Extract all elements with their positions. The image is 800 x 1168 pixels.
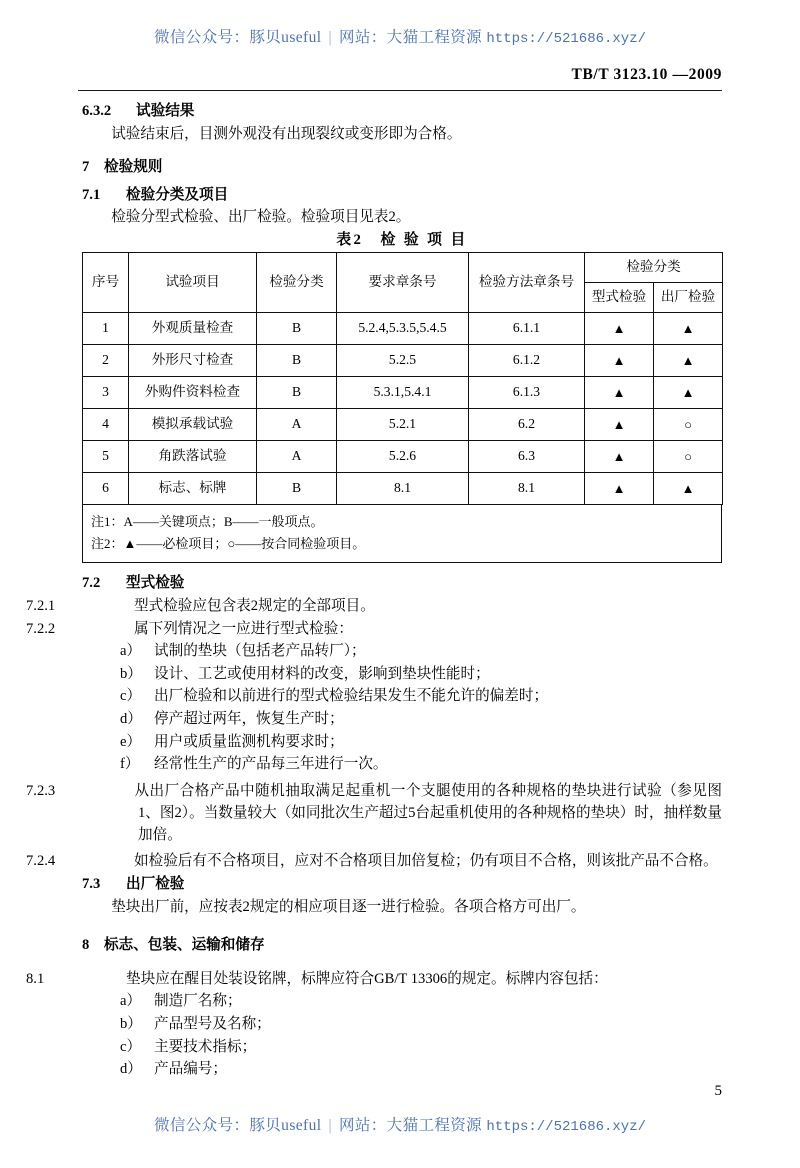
heading-6-3-2-number: 6.3.2 xyxy=(82,103,112,119)
th-classification: 检验分类 xyxy=(257,252,337,312)
table-row xyxy=(83,472,723,504)
paragraph-7-2-3 xyxy=(26,780,722,847)
list-item-marker: e） xyxy=(120,733,142,750)
cell-type-test: ▲ xyxy=(585,376,654,408)
list-item-text: 经常性生产的产品每三年进行一次。 xyxy=(154,756,388,773)
cell-method: 6.1.2 xyxy=(469,344,585,376)
paragraph-7-3-body: 垫块出厂前，应按表2规定的相应项目逐一进行检验。各项合格方可出厂。 xyxy=(111,898,586,915)
list-item-text: 主要技术指标； xyxy=(154,1038,257,1055)
heading-7-2 xyxy=(82,576,722,591)
cell-factory-test: ○ xyxy=(654,440,723,472)
cell-item: 角跌落试验 xyxy=(129,440,257,472)
paragraph-7-2-4 xyxy=(26,853,722,870)
list-item xyxy=(82,735,722,750)
th-factory-test: 出厂检验 xyxy=(654,282,723,312)
heading-7-3-number: 7.3 xyxy=(82,875,101,892)
list-item-text: 出厂检验和以前进行的型式检验结果发生不能允许的偏差时； xyxy=(154,688,549,705)
cell-method: 6.1.1 xyxy=(469,312,585,344)
list-item-marker: d） xyxy=(120,711,142,728)
list-item-text: 制造厂名称； xyxy=(154,993,242,1010)
cell-classification: B xyxy=(257,472,337,504)
watermark-url: https://521686.xyz/ xyxy=(486,1119,647,1135)
heading-6-3-2-title: 试验结果 xyxy=(136,103,195,119)
paragraph-7-2-1-number: 7.2.1 xyxy=(26,598,56,615)
cell-method: 6.1.3 xyxy=(469,376,585,408)
cell-factory-test: ▲ xyxy=(654,312,723,344)
table-notes xyxy=(82,505,722,564)
inspection-items-table xyxy=(82,252,723,505)
paragraph-7-2-4-number: 7.2.4 xyxy=(26,853,56,870)
table-body xyxy=(83,312,723,504)
watermark-bottom xyxy=(0,1113,800,1135)
list-item-marker: d） xyxy=(120,1061,142,1078)
table-note-2: 注2：▲——必检项目；○——按合同检验项目。 xyxy=(91,536,366,552)
list-item-text: 设计、工艺或使用材料的改变，影响到垫块性能时； xyxy=(154,665,490,682)
cell-requirement: 5.2.5 xyxy=(337,344,469,376)
cell-requirement: 5.3.1,5.4.1 xyxy=(337,376,469,408)
list-item xyxy=(82,644,722,659)
cell-no: 2 xyxy=(83,344,129,376)
heading-7-1 xyxy=(82,188,722,203)
list-item xyxy=(82,667,722,682)
cell-requirement: 8.1 xyxy=(337,472,469,504)
spacer xyxy=(82,141,722,160)
cell-item: 外购件资料检查 xyxy=(129,376,257,408)
cell-type-test: ▲ xyxy=(585,472,654,504)
heading-6-3-2 xyxy=(82,104,722,119)
table-head xyxy=(83,252,723,312)
heading-7-1-title: 检验分类及项目 xyxy=(126,186,229,203)
cell-classification: B xyxy=(257,344,337,376)
list-item xyxy=(82,712,722,727)
running-head-standard-number: TB/T 3123.10 —2009 xyxy=(571,66,722,83)
heading-7-title: 检验规则 xyxy=(104,159,163,176)
paragraph-7-2-2 xyxy=(26,620,722,637)
watermark-url: https://521686.xyz/ xyxy=(486,31,647,47)
list-item xyxy=(82,1017,722,1032)
watermark-separator: | xyxy=(328,1117,332,1134)
watermark-separator: | xyxy=(328,29,332,46)
cell-method: 6.3 xyxy=(469,440,585,472)
cell-factory-test: ▲ xyxy=(654,344,723,376)
cell-item: 标志、标牌 xyxy=(129,472,257,504)
list-item-marker: b） xyxy=(120,1015,142,1032)
heading-7-2-number: 7.2 xyxy=(82,575,101,592)
heading-7 xyxy=(82,160,722,175)
cell-item: 外形尺寸检查 xyxy=(129,344,257,376)
cell-type-test: ▲ xyxy=(585,312,654,344)
list-item-marker: c） xyxy=(120,688,142,705)
paragraph-8-1-body: 垫块应在醒目处装设铭牌，标牌应符合GB/T 13306的规定。标牌内容包括： xyxy=(126,970,608,987)
list-item xyxy=(82,1062,722,1077)
spacer xyxy=(82,914,722,938)
table-row xyxy=(83,440,723,472)
list-item-text: 产品型号及名称； xyxy=(154,1015,271,1032)
table-row xyxy=(83,408,723,440)
paragraph-8-1 xyxy=(26,970,722,987)
paragraph-7-2-3-number: 7.2.3 xyxy=(26,782,56,799)
table-row xyxy=(83,312,723,344)
cell-classification: A xyxy=(257,440,337,472)
page-number: 5 xyxy=(714,1083,722,1099)
cell-factory-test: ○ xyxy=(654,408,723,440)
table-2-title: 表2 检 验 项 目 xyxy=(336,231,468,248)
heading-7-3 xyxy=(82,877,722,892)
list-8-1 xyxy=(82,994,722,1076)
cell-requirement: 5.2.6 xyxy=(337,440,469,472)
cell-type-test: ▲ xyxy=(585,344,654,376)
paragraph-7-2-2-body: 属下列情况之一应进行型式检验： xyxy=(134,620,353,637)
th-requirement: 要求章条号 xyxy=(337,252,469,312)
list-item-text: 用户或质量监测机构要求时； xyxy=(154,733,344,750)
paragraph-7-1-body: 检验分型式检验、出厂检验。检验项目见表2。 xyxy=(111,209,411,226)
table-note-1: 注1：A——关键项点；B——一般项点。 xyxy=(91,513,324,529)
heading-7-1-number: 7.1 xyxy=(82,186,101,203)
list-item xyxy=(82,689,722,704)
spacer xyxy=(82,953,722,972)
heading-7-3-title: 出厂检验 xyxy=(126,875,185,892)
cell-classification: B xyxy=(257,312,337,344)
th-no: 序号 xyxy=(83,252,129,312)
paragraph-7-2-2-number: 7.2.2 xyxy=(26,620,56,637)
th-item: 试验项目 xyxy=(129,252,257,312)
cell-item: 模拟承载试验 xyxy=(129,408,257,440)
list-7-2-2 xyxy=(82,644,722,772)
heading-7-number: 7 xyxy=(82,159,90,176)
watermark-wechat-label: 微信公众号：豚贝useful xyxy=(153,29,322,46)
th-type-test: 型式检验 xyxy=(585,282,654,312)
th-group-classification: 检验分类 xyxy=(585,252,723,282)
cell-type-test: ▲ xyxy=(585,440,654,472)
list-item xyxy=(82,994,722,1009)
list-item-text: 产品编号； xyxy=(154,1061,227,1078)
watermark-site-label: 网站：大猫工程资源 xyxy=(338,29,483,46)
watermark-top xyxy=(0,25,800,47)
th-method: 检验方法章条号 xyxy=(469,252,585,312)
table-row xyxy=(83,376,723,408)
heading-8 xyxy=(82,938,722,953)
paragraph-8-1-number: 8.1 xyxy=(26,970,45,987)
table-row xyxy=(83,344,723,376)
cell-factory-test: ▲ xyxy=(654,472,723,504)
table-header-row-1 xyxy=(83,252,723,282)
paragraph-7-2-1 xyxy=(26,598,722,615)
list-item-marker: b） xyxy=(120,665,142,682)
cell-requirement: 5.2.1 xyxy=(337,408,469,440)
watermark-wechat-label: 微信公众号：豚贝useful xyxy=(153,1117,322,1134)
watermark-site-label: 网站：大猫工程资源 xyxy=(338,1117,483,1134)
paragraph-7-2-3-body: 从出厂合格产品中随机抽取满足起重机一个支腿使用的各种规格的垫块进行试验（参见图1、图2）。当数量较大（如同批次生产超过5台起重机使用的各种规格的垫块）时，抽样数量加倍。 xyxy=(134,782,722,844)
cell-factory-test: ▲ xyxy=(654,376,723,408)
paragraph-6-3-2-body: 试验结束后，目测外观没有出现裂纹或变形即为合格。 xyxy=(111,125,462,142)
list-item xyxy=(82,757,722,772)
document-content xyxy=(26,103,722,1078)
cell-no: 1 xyxy=(83,312,129,344)
list-item-marker: f） xyxy=(120,756,140,773)
header-rule xyxy=(78,90,722,91)
paragraph-7-2-1-body: 型式检验应包含表2规定的全部项目。 xyxy=(134,598,375,615)
heading-8-title: 标志、包装、运输和储存 xyxy=(104,937,265,954)
cell-method: 8.1 xyxy=(469,472,585,504)
cell-no: 3 xyxy=(83,376,129,408)
list-item-marker: a） xyxy=(120,993,142,1010)
cell-classification: A xyxy=(257,408,337,440)
list-item-marker: c） xyxy=(120,1038,142,1055)
cell-no: 5 xyxy=(83,440,129,472)
cell-requirement: 5.2.4,5.3.5,5.4.5 xyxy=(337,312,469,344)
cell-type-test: ▲ xyxy=(585,408,654,440)
spacer xyxy=(82,772,722,780)
cell-no: 6 xyxy=(83,472,129,504)
list-item-marker: a） xyxy=(120,643,142,660)
heading-7-2-title: 型式检验 xyxy=(126,575,185,592)
list-item xyxy=(82,1040,722,1055)
list-item-text: 停产超过两年，恢复生产时； xyxy=(154,711,344,728)
cell-no: 4 xyxy=(83,408,129,440)
paragraph-7-2-4-body: 如检验后有不合格项目，应对不合格项目加倍复检；仍有项目不合格，则该批产品不合格。 xyxy=(134,853,718,870)
list-item-text: 试制的垫块（包括老产品转厂）； xyxy=(154,643,366,660)
cell-method: 6.2 xyxy=(469,408,585,440)
cell-item: 外观质量检查 xyxy=(129,312,257,344)
heading-8-number: 8 xyxy=(82,937,90,954)
cell-classification: B xyxy=(257,376,337,408)
